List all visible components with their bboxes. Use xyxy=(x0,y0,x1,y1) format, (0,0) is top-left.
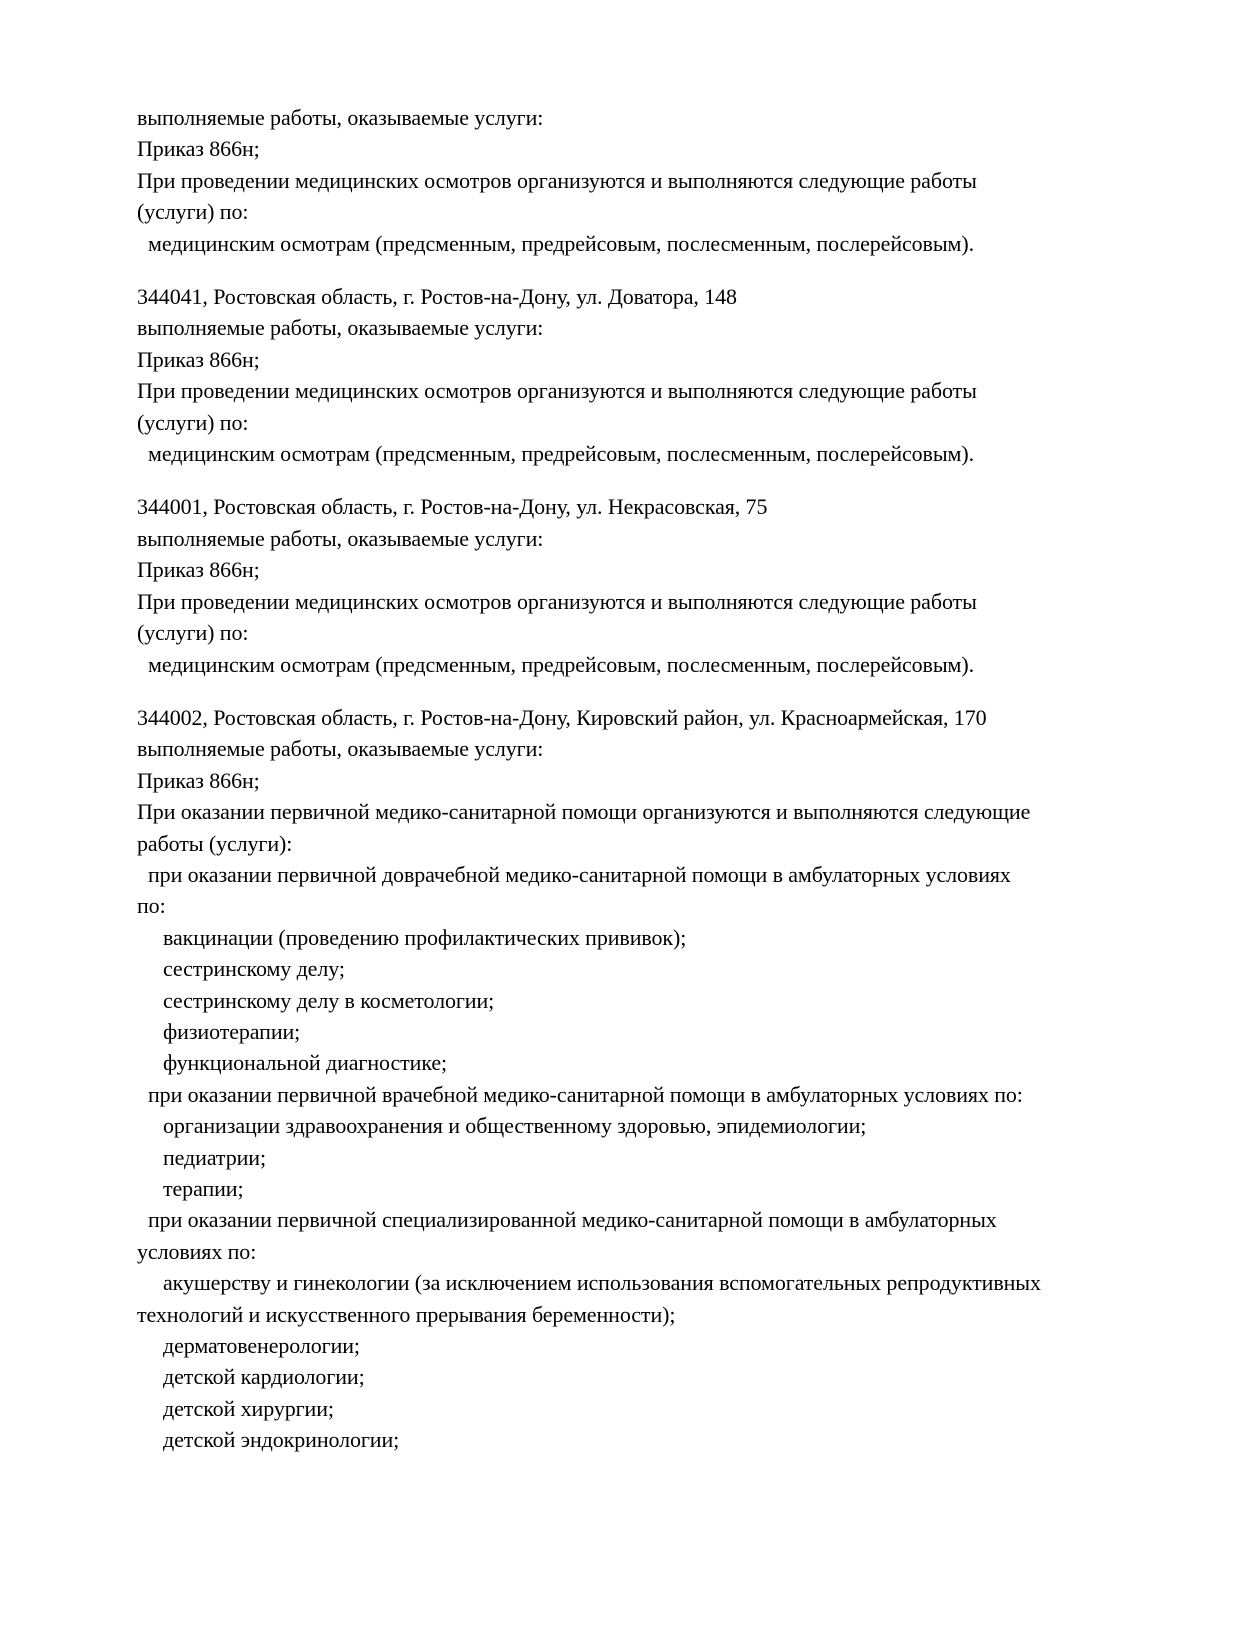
license-address-block xyxy=(137,491,1150,679)
document-line: При проведении медицинских осмотров организуются и выполняются следующие работы xyxy=(137,588,977,614)
document-line: детской кардиологии; xyxy=(163,1364,365,1390)
document-line: медицинским осмотрам (предсменным, предрейсовым, послесменным, послерейсовым). xyxy=(148,441,974,467)
document-line: 344001, Ростовская область, г. Ростов-на-Дону, ул. Некрасовская, 75 xyxy=(137,494,768,520)
document-text-body xyxy=(137,102,1150,1456)
document-line: (услуги) по: xyxy=(137,620,249,646)
document-line: детской эндокринологии; xyxy=(163,1427,400,1453)
document-line: сестринскому делу; xyxy=(163,956,345,982)
document-line: Приказ 866н; xyxy=(137,136,260,162)
document-line: сестринскому делу в косметологии; xyxy=(163,987,495,1013)
document-line: технологий и искусственного прерывания беременности); xyxy=(137,1301,676,1327)
document-line: дерматовенерологии; xyxy=(163,1333,360,1359)
document-line: физиотерапии; xyxy=(163,1018,301,1044)
license-address-block xyxy=(137,702,1150,1456)
document-line: организации здравоохранения и общественному здоровью, эпидемиологии; xyxy=(163,1113,867,1139)
document-line: медицинским осмотрам (предсменным, предрейсовым, послесменным, послерейсовым). xyxy=(148,651,974,677)
document-line: работы (услуги): xyxy=(137,830,293,856)
document-line: выполняемые работы, оказываемые услуги: xyxy=(137,525,544,551)
document-line: выполняемые работы, оказываемые услуги: xyxy=(137,736,544,762)
document-line: 344002, Ростовская область, г. Ростов-на-Дону, Кировский район, ул. Красноармейская, 170 xyxy=(137,704,987,730)
license-address-block xyxy=(137,102,1150,259)
document-line: (услуги) по: xyxy=(137,199,249,225)
document-line: выполняемые работы, оказываемые услуги: xyxy=(137,315,544,341)
document-line: выполняемые работы, оказываемые услуги: xyxy=(137,105,544,130)
document-line: по: xyxy=(137,893,166,919)
document-line: при оказании первичной доврачебной медико-санитарной помощи в амбулаторных условиях xyxy=(148,861,1011,887)
document-line: педиатрии; xyxy=(163,1144,266,1170)
document-line: Приказ 866н; xyxy=(137,767,260,793)
document-line: медицинским осмотрам (предсменным, предрейсовым, послесменным, послерейсовым). xyxy=(148,230,974,256)
document-line: При проведении медицинских осмотров организуются и выполняются следующие работы xyxy=(137,378,977,404)
document-line: детской хирургии; xyxy=(163,1395,334,1421)
document-line: 344041, Ростовская область, г. Ростов-на-Дону, ул. Доватора, 148 xyxy=(137,284,737,310)
document-line: Приказ 866н; xyxy=(137,557,260,583)
document-line: Приказ 866н; xyxy=(137,346,260,372)
document-line: условиях по: xyxy=(137,1238,257,1264)
document-line: вакцинации (проведению профилактических прививок); xyxy=(163,924,687,950)
license-address-block xyxy=(137,281,1150,469)
document-line: при оказании первичной специализированной медико-санитарной помощи в амбулаторных xyxy=(148,1207,997,1233)
document-line: акушерству и гинекологии (за исключением использования вспомогательных репродуктивных xyxy=(163,1270,1041,1296)
document-line: При проведении медицинских осмотров организуются и выполняются следующие работы xyxy=(137,167,977,193)
document-line: (услуги) по: xyxy=(137,409,249,435)
document-line: При оказании первичной медико-санитарной помощи организуются и выполняются следующие xyxy=(137,799,1031,825)
document-line: при оказании первичной врачебной медико-санитарной помощи в амбулаторных условиях по: xyxy=(148,1081,1023,1107)
document-line: функциональной диагностике; xyxy=(163,1050,448,1076)
document-line: терапии; xyxy=(163,1176,244,1201)
